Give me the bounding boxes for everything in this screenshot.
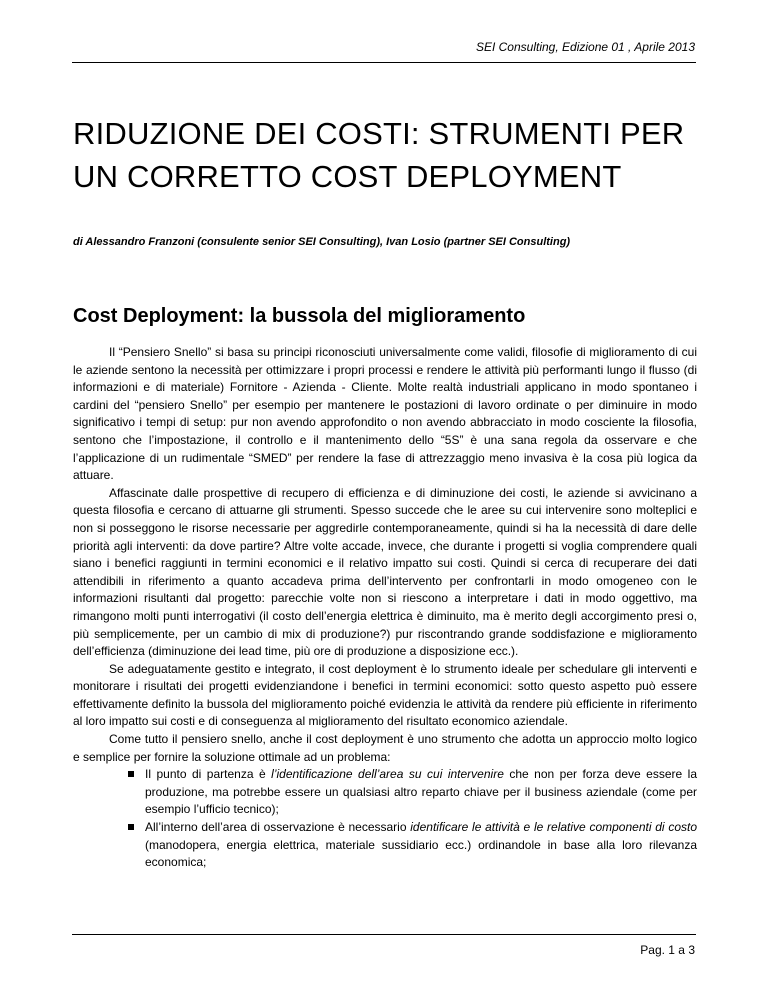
page-number: Pag. 1 a 3 — [640, 943, 695, 957]
page-header: SEI Consulting, Edizione 01 , Aprile 2013 — [475, 40, 695, 54]
paragraph: Come tutto il pensiero snello, anche il cost deployment è uno strumento che adotta un approccio molto logico e semplice per fornire la soluzione ottimale ad un problema: — [73, 732, 697, 764]
paragraph: Affascinate dalle prospettive di recupero di efficienza e di diminuzione dei costi, le aziende si avvicinano a questa filosofia e cercano di attuarne gli strumenti. Spesso succede che le aree su cui intervenire sono molteplici e non si posseggono le risorse necessarie per aggredirle contemporaneamente, quindi si ha la necessità di dare delle priorità agli interventi: da dove partire? Altre volte accade, invece, che durante i progetti si voglia comprendere quali siano i benefici raggiunti in termini economici e il relativo impatto sui costi. Quindi si cerca di recuperare dei dati attendibili in riferimento a quanto accadeva prima dell’intervento per confrontarli in modo omogeneo con le informazioni risultanti dal progetto: parecchie volte non si riescono a interpretare i dati in modo oggettivo, ma rimangono molti punti interrogativi (il costo dell’energia elettrica è diminuito, ma è merito degli accorgimento presi o, più semplicemente, per un cambio di mix di produzione?) pur riscontrando grande soddisfazione e miglioramento dell’efficienza (diminuzione dei lead time, più ore di produzione a disposizione ecc.). — [73, 485, 697, 659]
paragraph: Il “Pensiero Snello” si basa su principi riconosciuti universalmente come validi, filosofie di miglioramento di cui le aziende sentono la necessità per ottimizzare i propri processi e rendere le attività più performanti lungo il flusso (di informazioni e di materiale) Fornitore - Azienda - Cliente. Molte realtà industriali applicano in modo spontaneo i cardini del “pensiero Snello” per esempio per mantenere le postazioni di lavoro ordinate o per diminuire in modo significativo i tempi di setup: pur non avendo approfondito o non avendo abbracciato in modo cosciente la filosofia, sentono che l’impostazione, il controllo e il mantenimento dello “5S” è una sana regola da osservare e che l’applicazione di un rudimentale “SMED” per rendere la fase di attrezzaggio meno invasiva è la cosa più logica da attuare. — [73, 345, 697, 483]
authors-byline: di Alessandro Franzoni (consulente senior SEI Consulting), Ivan Losio (partner SEI Consulting) — [73, 236, 571, 248]
list-item-text: che non per forza deve essere la produzione, ma potrebbe essere un qualsiasi altro reparto chiave per il business aziendale (come per esempio l’ufficio tecnico); — [145, 767, 698, 817]
square-bullet-icon — [128, 824, 134, 830]
section-heading: Cost Deployment: la bussola del miglioramento — [73, 305, 526, 327]
paragraph: Se adeguatamente gestito e integrato, il cost deployment è lo strumento ideale per schedulare gli interventi e monitorare i risultati dei progetti evidenziandone i benefici in termini economici: sotto questo aspetto può essere effettivamente definito la bussola del miglioramento poiché evidenzia le attività da rendere più efficiente in riferimento al loro impatto sui costi e di conseguenza al miglioramento del risultato economico aziendale. — [73, 661, 697, 729]
document-title: RIDUZIONE DEI COSTI: STRUMENTI PER UN CORRETTO COST DEPLOYMENT — [73, 116, 685, 194]
header-divider — [72, 62, 696, 63]
square-bullet-icon — [128, 771, 134, 777]
list-item-text: (manodopera, energia elettrica, materiale sussidiario ecc.) ordinandole in base alla loro rilevanza economica; — [145, 837, 697, 870]
bullet-list — [73, 766, 697, 872]
list-item-emphasis: identificare le attività e le relative componenti di costo — [410, 820, 698, 835]
list-item — [145, 819, 697, 872]
list-item — [145, 766, 697, 819]
list-item-emphasis: l’identificazione dell’area su cui intervenire — [271, 767, 504, 782]
list-item-text: Il punto di partenza è — [145, 767, 272, 782]
footer-divider — [72, 934, 696, 935]
section-body — [73, 344, 697, 872]
list-item-text: All’interno dell’area di osservazione è necessario — [145, 820, 411, 835]
